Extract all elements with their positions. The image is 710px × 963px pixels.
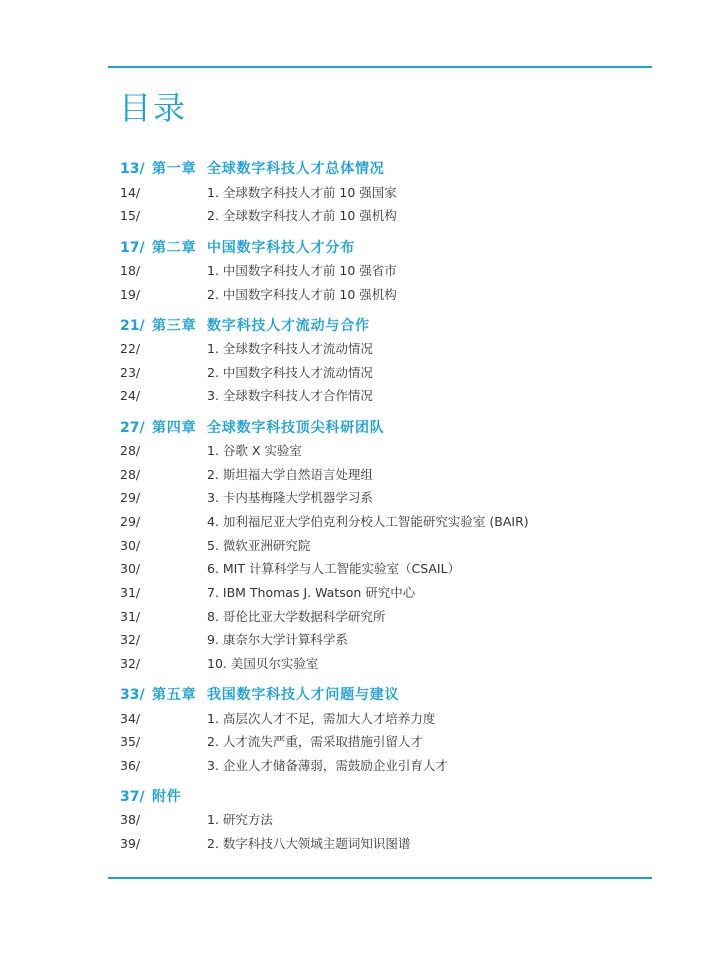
chapter-heading: [120, 418, 640, 439]
entry-page-number: 32/: [120, 632, 141, 648]
entry-page-number: 32/: [120, 656, 141, 672]
entry-title: 2. 数字科技八大领域主题词知识图谱: [207, 836, 411, 852]
top-divider: [108, 66, 652, 68]
entry-title: 3. 企业人才储备薄弱，需鼓励企业引育人才: [207, 757, 448, 773]
chapter-page-number: 13/: [120, 161, 145, 178]
entry-page-number: 29/: [120, 490, 141, 506]
entry-title: 1. 中国数字科技人才前 10 强省市: [207, 262, 397, 278]
entry-page-number: 31/: [120, 608, 141, 624]
entry-page-number: 19/: [120, 286, 141, 302]
entry-title: 7. IBM Thomas J. Watson 研究中心: [207, 585, 416, 601]
entry-page-number: 14/: [120, 184, 141, 200]
chapter-label: 第四章: [152, 419, 197, 436]
toc-entry: [120, 534, 640, 558]
chapter-heading: [120, 685, 640, 706]
toc-entry: [120, 259, 640, 283]
chapter-label: 第一章: [152, 161, 197, 178]
entry-page-number: 18/: [120, 262, 141, 278]
chapter-label: 第三章: [152, 317, 197, 334]
entry-page-number: 30/: [120, 561, 141, 577]
toc-entry: [120, 283, 640, 307]
table-of-contents: [120, 159, 640, 855]
toc-section: [120, 685, 640, 777]
entry-page-number: 29/: [120, 513, 141, 529]
toc-entry: [120, 730, 640, 754]
toc-entry: [120, 463, 640, 487]
entry-page-number: 39/: [120, 836, 141, 852]
chapter-label: 第二章: [152, 239, 197, 256]
entry-page-number: 31/: [120, 585, 141, 601]
chapter-page-number: 17/: [120, 239, 145, 256]
entry-title: 4. 加利福尼亚大学伯克利分校人工智能研究实验室 (BAIR): [207, 513, 529, 529]
page-title: 目录: [119, 89, 188, 127]
toc-entry: [120, 439, 640, 463]
toc-entry: [120, 808, 640, 832]
chapter-title: 全球数字科技人才总体情况: [207, 161, 385, 178]
entry-title: 2. 人才流失严重，需采取措施引留人才: [207, 734, 423, 750]
chapter-title: 数字科技人才流动与合作: [207, 317, 370, 334]
toc-entry: [120, 181, 640, 205]
entry-title: 1. 研究方法: [207, 812, 273, 828]
toc-section: [120, 238, 640, 307]
entry-title: 2. 全球数字科技人才前 10 强机构: [207, 208, 397, 224]
chapter-title: 中国数字科技人才分布: [207, 239, 355, 256]
entry-title: 3. 卡内基梅隆大学机器学习系: [207, 490, 373, 506]
entry-title: 9. 康奈尔大学计算科学系: [207, 632, 348, 648]
entry-title: 2. 中国数字科技人才流动情况: [207, 364, 373, 380]
entry-title: 2. 斯坦福大学自然语言处理组: [207, 466, 373, 482]
toc-entry: [120, 361, 640, 385]
chapter-page-number: 27/: [120, 419, 145, 436]
entry-title: 1. 谷歌 X 实验室: [207, 442, 302, 458]
entry-title: 1. 高层次人才不足，需加大人才培养力度: [207, 710, 436, 726]
toc-entry: [120, 628, 640, 652]
chapter-label: 附件: [152, 789, 182, 806]
toc-entry: [120, 384, 640, 408]
entry-page-number: 28/: [120, 442, 141, 458]
chapter-title: 我国数字科技人才问题与建议: [207, 687, 400, 704]
entry-page-number: 15/: [120, 208, 141, 224]
bottom-divider: [108, 877, 652, 879]
entry-page-number: 22/: [120, 341, 141, 357]
toc-entry: [120, 510, 640, 534]
toc-entry: [120, 605, 640, 629]
chapter-heading: [120, 316, 640, 337]
entry-page-number: 34/: [120, 710, 141, 726]
toc-entry: [120, 652, 640, 676]
chapter-label: 第五章: [152, 687, 197, 704]
chapter-title: 全球数字科技顶尖科研团队: [207, 419, 385, 436]
chapter-heading: [120, 787, 640, 808]
toc-section: [120, 418, 640, 676]
chapter-heading: [120, 159, 640, 180]
entry-page-number: 24/: [120, 388, 141, 404]
entry-page-number: 36/: [120, 757, 141, 773]
entry-page-number: 23/: [120, 364, 141, 380]
chapter-page-number: 33/: [120, 687, 145, 704]
entry-title: 8. 哥伦比亚大学数据科学研究所: [207, 608, 386, 624]
chapter-page-number: 21/: [120, 317, 145, 334]
toc-section: [120, 159, 640, 228]
toc-entry: [120, 486, 640, 510]
entry-title: 10. 美国贝尔实验室: [207, 656, 319, 672]
entry-page-number: 30/: [120, 537, 141, 553]
toc-entry: [120, 557, 640, 581]
entry-title: 5. 微软亚洲研究院: [207, 537, 311, 553]
toc-entry: [120, 581, 640, 605]
entry-title: 1. 全球数字科技人才流动情况: [207, 341, 373, 357]
toc-section: [120, 787, 640, 856]
chapter-heading: [120, 238, 640, 259]
entry-title: 6. MIT 计算科学与人工智能实验室（CSAIL）: [207, 561, 461, 577]
toc-entry: [120, 832, 640, 856]
toc-entry: [120, 754, 640, 778]
toc-section: [120, 316, 640, 408]
entry-title: 3. 全球数字科技人才合作情况: [207, 388, 373, 404]
entry-page-number: 28/: [120, 466, 141, 482]
toc-entry: [120, 337, 640, 361]
entry-title: 1. 全球数字科技人才前 10 强国家: [207, 184, 397, 200]
toc-entry: [120, 707, 640, 731]
chapter-page-number: 37/: [120, 789, 145, 806]
entry-page-number: 35/: [120, 734, 141, 750]
entry-page-number: 38/: [120, 812, 141, 828]
entry-title: 2. 中国数字科技人才前 10 强机构: [207, 286, 397, 302]
toc-entry: [120, 204, 640, 228]
